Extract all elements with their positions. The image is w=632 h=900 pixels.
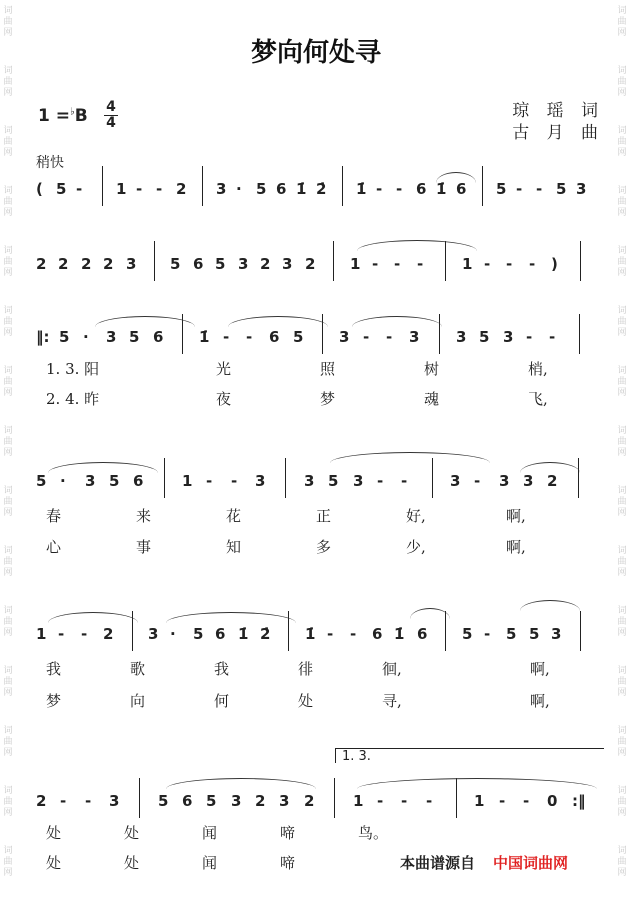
note: 5	[36, 472, 47, 490]
note: -	[377, 792, 384, 810]
note: -	[401, 792, 408, 810]
lyric-word: 啊,	[530, 692, 550, 710]
lyric-word: 我	[214, 660, 230, 678]
note: -	[506, 255, 513, 273]
slur-mark	[520, 600, 580, 611]
watermark-text: 词 曲 网	[617, 486, 627, 518]
lyric-line	[36, 536, 604, 558]
note: -	[85, 792, 92, 810]
lyric-word: 我	[46, 660, 62, 678]
note: 3	[353, 472, 364, 490]
lyric-word: 啊,	[506, 507, 526, 525]
lyric-word: 梦	[320, 390, 336, 408]
note: -	[549, 328, 556, 346]
slur-mark	[436, 172, 476, 183]
note: -	[499, 792, 506, 810]
note: 1̇	[356, 180, 367, 198]
note: 3	[85, 472, 96, 490]
lyric-word: 鸟。	[358, 824, 389, 842]
watermark-text: 词 曲 网	[617, 66, 627, 98]
note: 3	[255, 472, 266, 490]
slur-mark	[48, 462, 158, 473]
lyric-word: 处	[124, 854, 140, 872]
barline	[439, 314, 440, 354]
note: 3	[450, 472, 461, 490]
watermark-text: 词 曲 网	[3, 786, 13, 818]
note: -	[386, 328, 393, 346]
note: -	[484, 625, 491, 643]
note: 5	[529, 625, 540, 643]
watermark-text: 词 曲 网	[617, 6, 627, 38]
watermark-text: 词 曲 网	[617, 366, 627, 398]
watermark-text: 词 曲 网	[617, 546, 627, 578]
lyric-word: 处	[46, 854, 62, 872]
note: 3	[148, 625, 159, 643]
note: 5	[256, 180, 267, 198]
lyric-word: 春	[46, 507, 62, 525]
slur-mark	[520, 462, 580, 473]
watermark-text: 词 曲 网	[3, 246, 13, 278]
note: 5	[56, 180, 67, 198]
note: 3	[503, 328, 514, 346]
watermark-text: 词 曲 网	[617, 846, 627, 878]
lyric-word: 心	[46, 538, 62, 556]
barline	[432, 458, 433, 498]
lyric-word: 处	[298, 692, 314, 710]
note: -	[350, 625, 357, 643]
barline	[285, 458, 286, 498]
watermark-text: 词 曲 网	[617, 186, 627, 218]
note: 3	[109, 792, 120, 810]
lyric-word: 事	[136, 538, 152, 556]
note: -	[426, 792, 433, 810]
watermark-text: 词 曲 网	[3, 426, 13, 458]
note: 3	[279, 792, 290, 810]
slur-mark	[166, 778, 316, 789]
note: 2	[260, 255, 271, 273]
note: 1	[462, 255, 473, 273]
lyric-word: 梢,	[528, 360, 548, 378]
key-prefix: 1 =	[38, 106, 70, 126]
lyric-word: 啼	[280, 854, 296, 872]
note: 1̇	[394, 625, 405, 643]
note: -	[60, 792, 67, 810]
lyric-word: 魂	[424, 390, 440, 408]
note: 5	[129, 328, 140, 346]
song-title: 梦向何处寻	[250, 38, 381, 68]
time-signature	[104, 100, 118, 131]
slur-mark	[166, 612, 296, 623]
note: -	[372, 255, 379, 273]
note: 2	[81, 255, 92, 273]
lyric-word: 知	[226, 538, 242, 556]
note: -	[327, 625, 334, 643]
note: -	[223, 328, 230, 346]
note: 5	[193, 625, 204, 643]
slur-mark	[357, 778, 597, 789]
note: 5	[496, 180, 507, 198]
notation-row	[36, 180, 604, 220]
note: -	[81, 625, 88, 643]
barline	[334, 778, 335, 818]
barline	[580, 611, 581, 651]
note: )	[551, 255, 558, 273]
lyric-word: 徘	[298, 660, 314, 678]
watermark-text: 词 曲 网	[3, 186, 13, 218]
key-tone: B	[74, 106, 88, 126]
watermark-text: 词 曲 网	[617, 246, 627, 278]
barline	[578, 458, 579, 498]
lyric-word: 光	[216, 360, 232, 378]
source-note	[400, 852, 568, 873]
lyric-word: 处	[124, 824, 140, 842]
note: 5	[170, 255, 181, 273]
lyric-word: 1. 3. 阳	[46, 360, 100, 378]
slur-mark	[357, 240, 477, 251]
note: 6	[133, 472, 144, 490]
note: 6	[269, 328, 280, 346]
note: 1̇	[436, 180, 447, 198]
note: 1	[474, 792, 485, 810]
note: 3	[238, 255, 249, 273]
lyric-word: 树	[424, 360, 440, 378]
note: 6	[193, 255, 204, 273]
note: 5	[59, 328, 70, 346]
watermark-text: 词 曲 网	[3, 546, 13, 578]
watermark-text: 词 曲 网	[617, 426, 627, 458]
barline	[333, 241, 334, 281]
lyric-word: 飞,	[528, 390, 548, 408]
note: 3	[339, 328, 350, 346]
note: -	[396, 180, 403, 198]
slur-mark	[228, 316, 328, 327]
lyric-word: 夜	[216, 390, 232, 408]
note: 2	[176, 180, 187, 198]
note: -	[246, 328, 253, 346]
watermark-text: 词 曲 网	[3, 66, 13, 98]
lyric-line	[36, 690, 604, 712]
note: -	[136, 180, 143, 198]
note: 3	[499, 472, 510, 490]
flat-icon: ♭	[70, 106, 75, 118]
composer-credit: 古 月 曲	[512, 123, 604, 143]
watermark-text: 词 曲 网	[3, 366, 13, 398]
lyric-word: 梦	[46, 692, 62, 710]
note: 2	[305, 255, 316, 273]
watermark-text: 词 曲 网	[3, 6, 13, 38]
note: 1	[116, 180, 127, 198]
note: 6	[417, 625, 428, 643]
note: -	[516, 180, 523, 198]
slur-mark	[330, 452, 490, 463]
note: -	[529, 255, 536, 273]
note: -	[206, 472, 213, 490]
note: 5	[109, 472, 120, 490]
key-signature	[38, 106, 88, 126]
watermark-text: 词 曲 网	[3, 126, 13, 158]
note: 3	[523, 472, 534, 490]
lyric-word: 寻,	[382, 692, 402, 710]
lyric-word: 何	[214, 692, 230, 710]
watermark-text: 词 曲 网	[3, 726, 13, 758]
note: 2	[255, 792, 266, 810]
lyric-word: 多	[316, 538, 332, 556]
note: 3	[304, 472, 315, 490]
note: ‖:	[36, 328, 50, 346]
note: 1̇	[296, 180, 307, 198]
watermark-text: 词 曲 网	[617, 126, 627, 158]
lyric-word: 闻	[202, 854, 218, 872]
note: ·	[60, 472, 66, 490]
note: :‖	[572, 792, 586, 810]
watermark-left	[0, 0, 16, 900]
watermark-text: 词 曲 网	[617, 726, 627, 758]
barline	[322, 314, 323, 354]
volta-bracket: 1. 3.	[335, 748, 604, 763]
note: 1	[350, 255, 361, 273]
note: 1	[182, 472, 193, 490]
lyric-word: 啼	[280, 824, 296, 842]
note: 5	[328, 472, 339, 490]
notation-row	[36, 255, 604, 295]
lyric-word: 闻	[202, 824, 218, 842]
lyric-word: 向	[130, 692, 146, 710]
note: 5	[215, 255, 226, 273]
watermark-text: 词 曲 网	[617, 786, 627, 818]
lyric-line	[36, 505, 604, 527]
source-site-link[interactable]: 中国词曲网	[493, 854, 569, 872]
watermark-text: 词 曲 网	[3, 486, 13, 518]
note: 2	[36, 255, 47, 273]
note: -	[377, 472, 384, 490]
note: 5	[479, 328, 490, 346]
note: -	[401, 472, 408, 490]
barline	[580, 241, 581, 281]
note: 2	[103, 625, 114, 643]
note: 1̇	[199, 328, 210, 346]
note: 2	[304, 792, 315, 810]
note: 2̇	[316, 180, 327, 198]
note: 1̇	[305, 625, 316, 643]
meter-top: 4	[106, 99, 116, 115]
note: ·	[170, 625, 176, 643]
note: 2	[36, 792, 47, 810]
note: 3	[576, 180, 587, 198]
barline	[102, 166, 103, 206]
note: -	[394, 255, 401, 273]
lyric-line	[36, 658, 604, 680]
note: 6	[416, 180, 427, 198]
barline	[342, 166, 343, 206]
lyric-word: 歌	[130, 660, 146, 678]
watermark-text: 词 曲 网	[617, 606, 627, 638]
note: -	[376, 180, 383, 198]
note: 2̇	[260, 625, 271, 643]
note: 6	[215, 625, 226, 643]
note: 6	[182, 792, 193, 810]
note: -	[523, 792, 530, 810]
note: 3	[231, 792, 242, 810]
slur-mark	[95, 316, 195, 327]
note: 1	[353, 792, 364, 810]
watermark-right	[614, 0, 630, 900]
watermark-text: 词 曲 网	[3, 846, 13, 878]
note: 3	[106, 328, 117, 346]
barline	[154, 241, 155, 281]
lyric-word: 徊,	[382, 660, 402, 678]
lyric-word: 处	[46, 824, 62, 842]
note: -	[474, 472, 481, 490]
lyric-word: 来	[136, 507, 152, 525]
note: -	[417, 255, 424, 273]
barline	[579, 314, 580, 354]
note: 5	[206, 792, 217, 810]
note: 5	[556, 180, 567, 198]
note: -	[231, 472, 238, 490]
lyric-word: 啊,	[530, 660, 550, 678]
note: 6	[276, 180, 287, 198]
note: 2	[58, 255, 69, 273]
lyric-word: 2. 4. 昨	[46, 390, 100, 408]
note: -	[484, 255, 491, 273]
slur-mark	[48, 612, 138, 623]
note: 6	[372, 625, 383, 643]
note: 6	[456, 180, 467, 198]
note: 3	[126, 255, 137, 273]
tempo-marking: 稍快	[36, 155, 64, 171]
watermark-text: 词 曲 网	[3, 306, 13, 338]
note: 5	[293, 328, 304, 346]
note: 3	[409, 328, 420, 346]
watermark-text: 词 曲 网	[3, 606, 13, 638]
barline	[164, 458, 165, 498]
lyric-line	[36, 822, 604, 844]
lyric-word: 照	[320, 360, 336, 378]
note: -	[363, 328, 370, 346]
lyric-word: 少,	[406, 538, 426, 556]
note: 3	[551, 625, 562, 643]
watermark-text: 词 曲 网	[617, 306, 627, 338]
note: ·	[236, 180, 242, 198]
lyric-line	[36, 358, 604, 380]
note: 3	[456, 328, 467, 346]
note: ·	[83, 328, 89, 346]
note: 3	[216, 180, 227, 198]
source-text: 本曲谱源自	[400, 854, 476, 872]
meter-bottom: 4	[104, 115, 118, 131]
note: 6	[153, 328, 164, 346]
slur-mark	[410, 608, 450, 619]
note: 5	[158, 792, 169, 810]
note: 2	[103, 255, 114, 273]
lyricist-credit: 琼 瑶 词	[512, 101, 604, 121]
note: 5	[462, 625, 473, 643]
lyric-word: 花	[226, 507, 242, 525]
barline	[139, 778, 140, 818]
lyric-word: 啊,	[506, 538, 526, 556]
note: (	[36, 180, 43, 198]
note: -	[526, 328, 533, 346]
note: -	[536, 180, 543, 198]
watermark-text: 词 曲 网	[3, 666, 13, 698]
note: 2	[547, 472, 558, 490]
barline	[482, 166, 483, 206]
note: -	[76, 180, 83, 198]
watermark-text: 词 曲 网	[617, 666, 627, 698]
note: -	[58, 625, 65, 643]
slur-mark	[352, 316, 442, 327]
note: -	[156, 180, 163, 198]
lyric-line	[36, 388, 604, 410]
note: 0	[547, 792, 558, 810]
note: 5	[506, 625, 517, 643]
barline	[202, 166, 203, 206]
note: 1	[36, 625, 47, 643]
lyric-word: 好,	[406, 507, 426, 525]
note: 1̇	[238, 625, 249, 643]
lyric-word: 正	[316, 507, 332, 525]
note: 3	[282, 255, 293, 273]
